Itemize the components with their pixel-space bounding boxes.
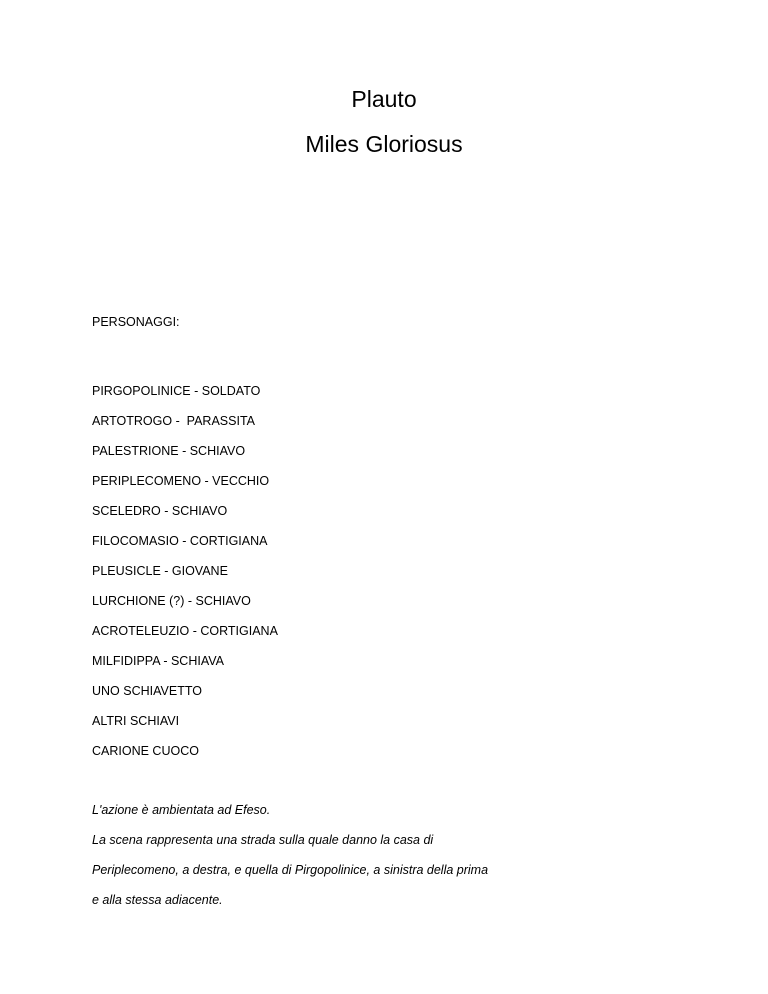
- cast-item: CARIONE CUOCO: [92, 744, 199, 758]
- cast-item: ACROTELEUZIO - CORTIGIANA: [92, 624, 278, 638]
- cast-item: PLEUSICLE - GIOVANE: [92, 564, 228, 578]
- cast-item: LURCHIONE (?) - SCHIAVO: [92, 594, 251, 608]
- cast-item: UNO SCHIAVETTO: [92, 684, 202, 698]
- cast-item: SCELEDRO - SCHIAVO: [92, 504, 228, 518]
- stage-direction-line: La scena rappresenta una strada sulla quale danno la casa di: [92, 833, 434, 847]
- cast-list: [92, 381, 278, 771]
- cast-item: ALTRI SCHIAVI: [92, 714, 180, 728]
- stage-direction-line: Periplecomeno, a destra, e quella di Pirgopolinice, a sinistra della prima: [92, 863, 489, 877]
- stage-direction-line: e alla stessa adiacente.: [92, 893, 223, 907]
- cast-item: PIRGOPOLINICE - SOLDATO: [92, 384, 261, 398]
- stage-direction-line: L'azione è ambientata ad Efeso.: [92, 803, 271, 817]
- stage-directions: [92, 800, 488, 920]
- work-title: Miles Gloriosus: [305, 131, 463, 157]
- cast-heading: PERSONAGGI:: [92, 315, 180, 329]
- cast-item: PALESTRIONE - SCHIAVO: [92, 444, 246, 458]
- cast-item: PERIPLECOMENO - VECCHIO: [92, 474, 270, 488]
- author-name: Plauto: [351, 86, 417, 112]
- cast-item: ARTOTROGO - PARASSITA: [92, 414, 255, 428]
- cast-item: MILFIDIPPA - SCHIAVA: [92, 654, 224, 668]
- cast-item: FILOCOMASIO - CORTIGIANA: [92, 534, 268, 548]
